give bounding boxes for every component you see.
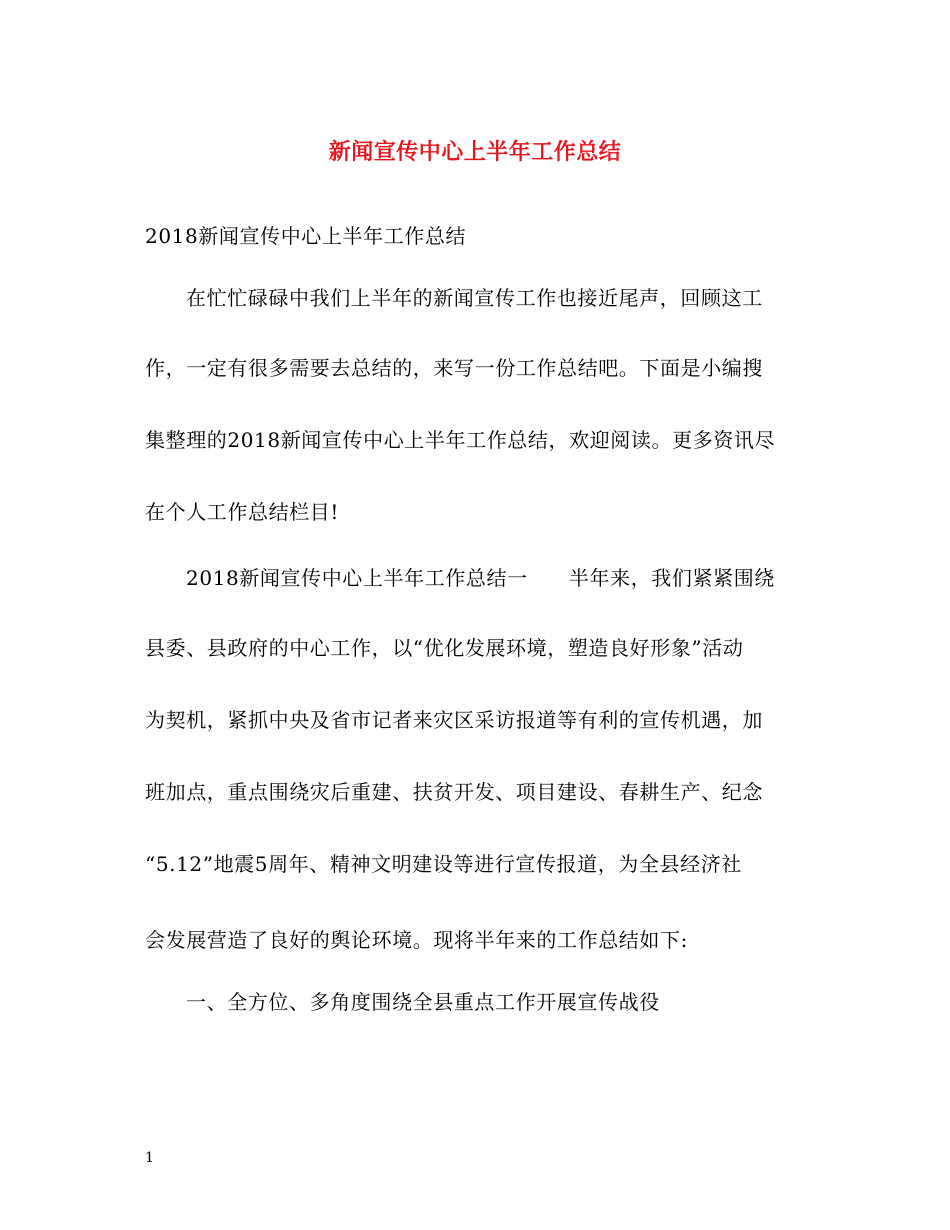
paragraph-line: 为契机，紧抓中央及省市记者来灾区采访报道等有利的宣传机遇，加	[145, 708, 763, 732]
paragraph-line: “5.12”地震5周年、精神文明建设等进行宣传报道，为全县经济社	[145, 852, 742, 876]
paragraph-line: 会发展营造了良好的舆论环境。现将半年来的工作总结如下:	[145, 928, 688, 952]
page-number: 1	[145, 1150, 154, 1166]
paragraph-line: 在个人工作总结栏目!	[145, 500, 340, 524]
document-subtitle: 2018新闻宣传中心上半年工作总结	[145, 224, 467, 248]
section-heading: 一、全方位、多角度围绕全县重点工作开展宣传战役	[186, 990, 660, 1014]
paragraph-line: 在忙忙碌碌中我们上半年的新闻宣传工作也接近尾声，回顾这工	[186, 286, 763, 310]
paragraph-line: 班加点，重点围绕灾后重建、扶贫开发、项目建设、春耕生产、纪念	[145, 780, 763, 804]
paragraph-line: 作，一定有很多需要去总结的，来写一份工作总结吧。下面是小编搜	[145, 356, 763, 380]
paragraph-line: 集整理的2018新闻宣传中心上半年工作总结，欢迎阅读。更多资讯尽	[145, 428, 776, 452]
document-title: 新闻宣传中心上半年工作总结	[328, 139, 622, 165]
paragraph-line: 县委、县政府的中心工作，以“优化发展环境，塑造良好形象”活动	[145, 636, 744, 660]
paragraph-line: 2018新闻宣传中心上半年工作总结一 半年来，我们紧紧围绕	[186, 566, 775, 590]
